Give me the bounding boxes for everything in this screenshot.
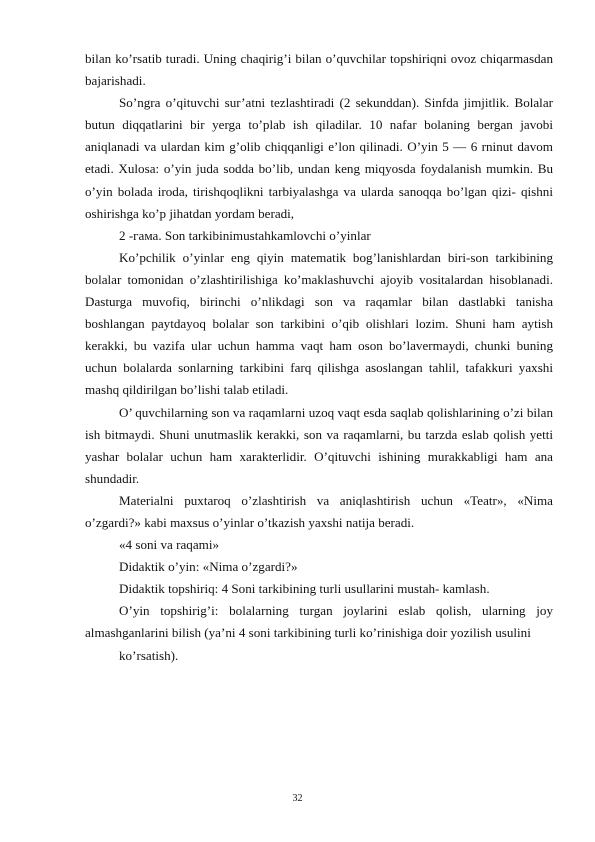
- page-number: 32: [292, 793, 303, 804]
- game-title: «4 soni va raqami»: [119, 537, 219, 553]
- paragraph-games-intro: Ko’pchilik o’yinlar eng qiyin matematik bog’lanishlardan biri-son tarkibining bolalar tomonidan o’zlashtirilishiga ko’maklashuvchi ajoyib vositalardan hisoblanadi. Dasturga muvofiq, birinchi o’nlikdagi son va raqamlar bilan dastlabki tanisha boshlangan paytdayoq bolalar son tarkibini o’qib olishlari lozim. Shuni ham aytish kerakki, bu vazifa ular uchun hamma vaqt ham oson bo’lavermaydi, chunki buning uchun bolalarda sonlarning tarkibini farq qilishga asoslangan tahlil, tafakkuri yaxshi mashq qildirilgan bo’lishi talab etiladi.: [85, 249, 553, 398]
- paragraph-materials: Materialni puxtaroq o’zlashtirish va aniqlashtirish uchun «Teatr», «Nima o’zgardi?» kabi maxsus o’yinlar o’tkazish yaxshi natija beradi.: [85, 492, 553, 530]
- game-task-end: ko’rsatish).: [119, 647, 179, 663]
- didactic-game: Didaktik o’yin: «Nima o’zgardi?»: [119, 559, 298, 575]
- document-page: [85, 48, 553, 667]
- game-task: O’yin topshirig’i: bolalarning turgan joylarini eslab qolish, ularning joy almashganlarini bilish (ya’ni 4 soni tarkibining turli ko’rinishiga doir yozilish usulini: [85, 603, 553, 641]
- paragraph-continuation: bilan ko’rsatib turadi. Uning chaqirig’i bilan o’quvchilar topshiriqni ovoz chiqarmasdan bajarishadi.: [85, 51, 553, 89]
- didactic-task: Didaktik topshiriq: 4 Soni tarkibining turli usullarini mustah- kamlash.: [119, 581, 490, 597]
- paragraph-teacher-speeds-up: So’ngra o’qituvchi sur’atni tezlashtiradi (2 sekunddan). Sinfda jimjitlik. Bolalar butun diqqatlarini bir yerga to’plab ish qiladilar. 10 nafar bolaning bergan javobi aniqlanadi va ulardan kim g’olib chiqqanligi e’lon qilinadi. O’yin 5 — 6 rninut davom etadi. Xulosa: o’yin juda sodda bo’lib, undan keng miqyosda foydalanish mumkin. Bu o’yin bolada iroda, tirishqoqlikni tarbiyalashga va ularda sanoqqa bo’lgan qizi- qishni oshirishga ko’p jihatdan yordam beradi,: [85, 95, 553, 221]
- paragraph-memory: O’ quvchilarning son va raqamlarni uzoq vaqt esda saqlab qolishlarining o’zi bilan ish bitmaydi. Shuni unutmaslik kerakki, son va raqamlarni, bu tarzda eslab qolish yetti yashar bolalar uchun ham xarakterlidir. O’qituvchi ishining murakkabligi ham ana shundadir.: [85, 404, 553, 486]
- section-heading: 2 -гама. Son tarkibinimustahkamlovchi o’yinlar: [119, 227, 371, 243]
